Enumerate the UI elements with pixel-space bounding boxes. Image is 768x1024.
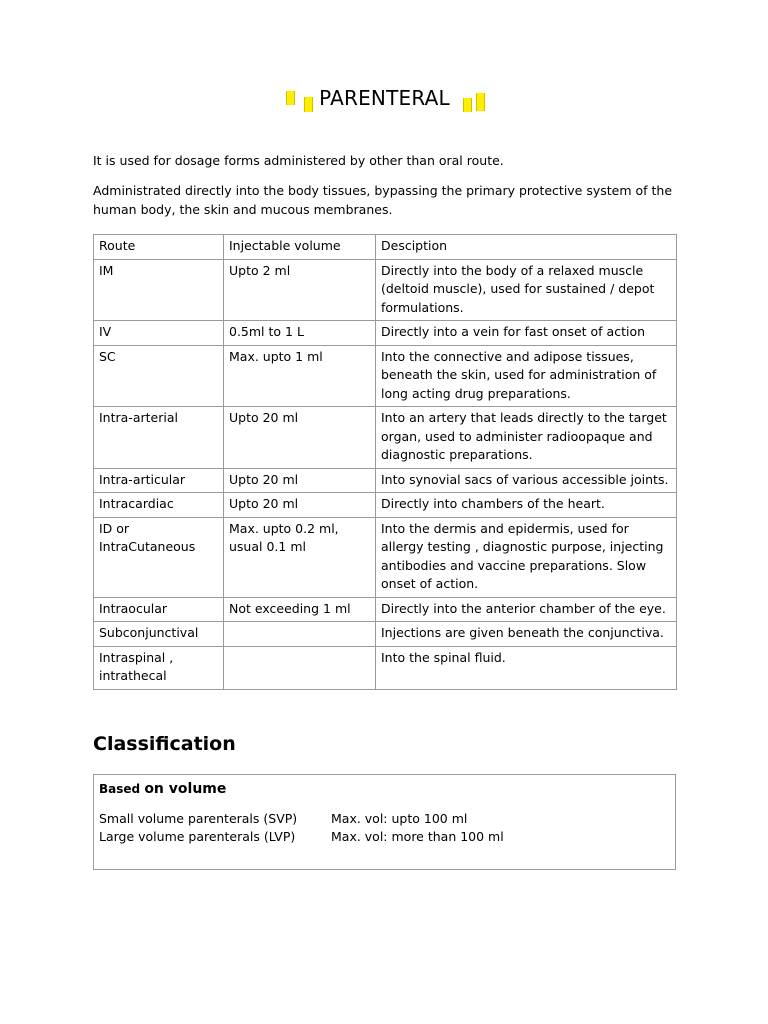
volume-type-value: Max. vol: upto 100 ml — [331, 811, 468, 826]
table-cell-volume: Max. upto 0.2 ml, usual 0.1 ml — [224, 517, 376, 597]
table-cell-description: Directly into the anterior chamber of the eye. — [376, 597, 677, 622]
table-cell-description: Into the dermis and epidermis, used for allergy testing , diagnostic purpose, injecting antibodies and vaccine preparations. Slow onset of action. — [376, 517, 677, 597]
table-cell-description: Into the spinal fluid. — [376, 646, 677, 689]
table-row — [94, 597, 677, 622]
page-title-text: PARENTERAL — [319, 86, 450, 110]
table-row — [94, 517, 677, 597]
table-row — [94, 407, 677, 469]
table-cell-route: IV — [94, 321, 224, 346]
table-row — [94, 345, 677, 407]
table-cell-volume: 0.5ml to 1 L — [224, 321, 376, 346]
table-header-cell: Route — [94, 235, 224, 260]
table-header-cell: Desciption — [376, 235, 677, 260]
box-title-main: on volume — [144, 781, 227, 797]
table-cell-description: Directly into the body of a relaxed muscle (deltoid muscle), used for sustained / depot formulations. — [376, 259, 677, 321]
highlight-mark-icon — [476, 93, 485, 111]
table-cell-volume: Upto 2 ml — [224, 259, 376, 321]
table-row — [94, 468, 677, 493]
table-row — [94, 493, 677, 518]
table-cell-route: Intra-arterial — [94, 407, 224, 469]
table-cell-description: Directly into a vein for fast onset of action — [376, 321, 677, 346]
highlight-mark-icon — [304, 97, 313, 112]
volume-type-name: Large volume parenterals (LVP) — [99, 829, 296, 844]
table-cell-description: Into the connective and adipose tissues, beneath the skin, used for administration of long acting drug preparations. — [376, 345, 677, 407]
table-cell-description: Injections are given beneath the conjunctiva. — [376, 622, 677, 647]
routes-table — [93, 234, 677, 690]
intro-paragraph-1: It is used for dosage forms administered by other than oral route. — [93, 153, 504, 168]
table-cell-volume: Upto 20 ml — [224, 468, 376, 493]
table-cell-volume: Upto 20 ml — [224, 493, 376, 518]
table-row — [94, 321, 677, 346]
list-item — [99, 810, 467, 828]
table-cell-volume — [224, 622, 376, 647]
table-cell-volume: Upto 20 ml — [224, 407, 376, 469]
box-title — [99, 779, 226, 799]
intro-paragraph-2: Administrated directly into the body tissues, bypassing the primary protective system of the human body, the skin and mucous membranes. — [93, 183, 673, 217]
table-cell-volume: Not exceeding 1 ml — [224, 597, 376, 622]
table-row — [94, 646, 677, 689]
table-cell-route: ID or IntraCutaneous — [94, 517, 224, 597]
table-row — [94, 622, 677, 647]
table-cell-route: Intraspinal , intrathecal — [94, 646, 224, 689]
table-header-row — [94, 235, 677, 260]
table-cell-route: Intracardiac — [94, 493, 224, 518]
table-cell-description: Directly into chambers of the heart. — [376, 493, 677, 518]
highlight-mark-icon — [286, 91, 295, 105]
classification-heading: Classification — [93, 733, 236, 755]
volume-classification-box — [93, 774, 676, 870]
table-cell-route: Intra-articular — [94, 468, 224, 493]
volume-type-value: Max. vol: more than 100 ml — [331, 829, 504, 844]
page-title — [319, 84, 450, 112]
highlight-mark-icon — [463, 98, 472, 112]
title-row — [93, 84, 676, 116]
table-cell-route: IM — [94, 259, 224, 321]
table-cell-volume: Max. upto 1 ml — [224, 345, 376, 407]
table-cell-description: Into an artery that leads directly to the target organ, used to administer radioopaque and diagnostic preparations. — [376, 407, 677, 469]
table-cell-route: SC — [94, 345, 224, 407]
list-item — [99, 828, 504, 846]
volume-type-name: Small volume parenterals (SVP) — [99, 811, 298, 826]
table-cell-route: Intraocular — [94, 597, 224, 622]
table-cell-route: Subconjunctival — [94, 622, 224, 647]
table-cell-description: Into synovial sacs of various accessible joints. — [376, 468, 677, 493]
table-cell-volume — [224, 646, 376, 689]
table-header-cell: Injectable volume — [224, 235, 376, 260]
table-row — [94, 259, 677, 321]
box-title-prefix: Based — [99, 782, 141, 796]
